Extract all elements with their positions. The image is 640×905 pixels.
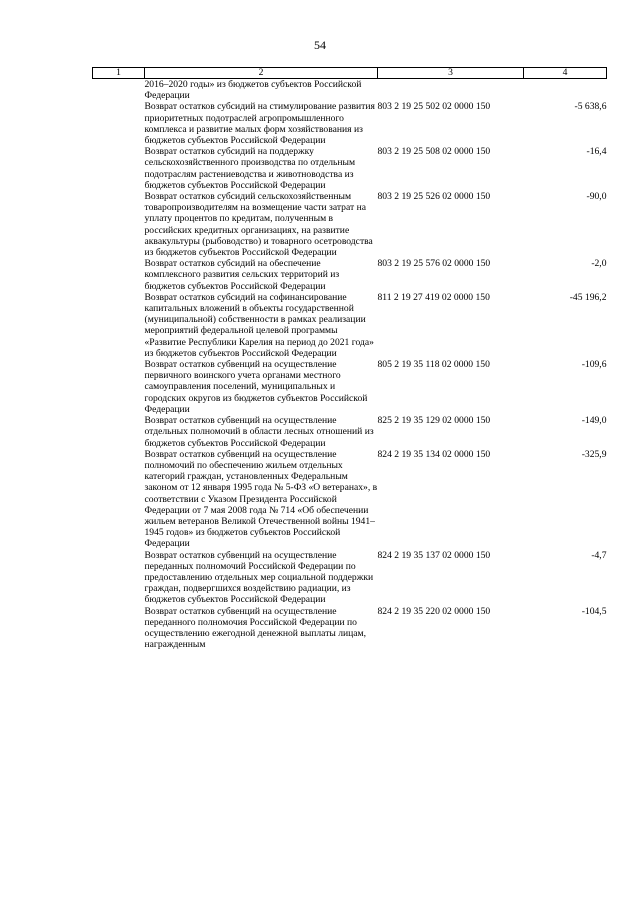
row-name: Возврат остатков субвенций на осуществление переданных полномочий Российской Федерации по предоставлению отдельных мер социальной поддержки граждан, подвергшихся воздействию радиации, из бюджетов субъектов Российской Федерации <box>144 549 374 606</box>
row-code: 803 2 19 25 502 02 0000 150 <box>377 101 491 113</box>
header-col-2: 2 <box>145 68 378 79</box>
row-index-cell <box>93 191 145 258</box>
header-col-4: 4 <box>524 68 607 79</box>
page-number: 54 <box>314 38 326 52</box>
row-name: Возврат остатков субсидий на обеспечение комплексного развития сельских территорий из бюджетов субъектов Российской Федерации <box>144 258 340 292</box>
row-code: 824 2 19 35 134 02 0000 150 <box>377 448 491 460</box>
table-row <box>93 606 607 651</box>
row-amount: -325,9 <box>581 448 607 460</box>
row-index-cell <box>93 101 145 146</box>
row-amount: -5 638,6 <box>574 101 607 113</box>
row-code: 803 2 19 25 508 02 0000 150 <box>377 146 491 158</box>
row-name: Возврат остатков субсидий на поддержку сельскохозяйственного производства по отдельным подотраслям растениеводства и животноводства из бюджетов субъектов Российской Федерации <box>144 146 356 191</box>
table-header <box>93 68 607 79</box>
table-body <box>93 79 607 651</box>
row-code <box>378 79 524 102</box>
row-amount: -90,0 <box>586 191 607 203</box>
row-amount: -104,5 <box>581 605 607 617</box>
row-name: Возврат остатков субвенций на осуществление переданного полномочия Российской Федерации по осуществлению ежегодной денежной выплаты лицам, награжденным <box>144 605 367 651</box>
row-code: 803 2 19 25 576 02 0000 150 <box>377 258 491 270</box>
row-index-cell <box>93 415 145 449</box>
row-name: Возврат остатков субсидий сельскохозяйственным товаропроизводителям на возмещение части затрат на уплату процентов по кредитам, полученным в российских кредитных организациях, на развитие аквакультуры (рыбоводство) и товарного осетроводства из бюджетов субъектов Российской Федерации <box>144 191 373 259</box>
row-code: 824 2 19 35 137 02 0000 150 <box>377 549 491 561</box>
row-name: Возврат остатков субсидий на стимулирование развития приоритетных подотраслей агропромышленного комплекса и развитие малых форм хозяйствования из бюджетов субъектов Российской Федерации <box>144 101 375 147</box>
row-name: Возврат остатков субвенций на осуществление первичного воинского учета органами местного самоуправления поселений, муниципальных и городских округов из бюджетов субъектов Российской Федерации <box>144 359 368 415</box>
row-code: 825 2 19 35 129 02 0000 150 <box>377 415 491 427</box>
budget-table <box>92 67 607 650</box>
table-row <box>93 101 607 146</box>
table-row <box>93 191 607 258</box>
row-index-cell <box>93 449 145 550</box>
header-col-3: 3 <box>378 68 524 79</box>
row-code: 824 2 19 35 220 02 0000 150 <box>377 605 491 617</box>
header-row <box>93 68 607 79</box>
row-amount: -2,0 <box>591 258 607 270</box>
header-col-1: 1 <box>93 68 145 79</box>
row-amount: -16,4 <box>586 146 607 158</box>
row-name: Возврат остатков субвенций на осуществление отдельных полномочий в области лесных отношений из бюджетов субъектов Российской Федерации <box>144 415 374 449</box>
row-name: 2016–2020 годы» из бюджетов субъектов Российской Федерации <box>144 79 362 102</box>
row-amount: -149,0 <box>581 415 607 427</box>
row-index-cell <box>93 292 145 359</box>
row-name: Возврат остатков субсидий на софинансирование капитальных вложений в объекты государственной (муниципальной) собственности в рамках реализации мероприятий федеральной целевой программы «Развитие Республики Карелия на период до 2021 года» из бюджетов субъектов Российской Федерации <box>144 291 374 359</box>
table-row <box>93 415 607 449</box>
row-code: 805 2 19 35 118 02 0000 150 <box>377 359 490 371</box>
table-row <box>93 146 607 191</box>
table-row <box>93 258 607 292</box>
table-row <box>93 292 607 359</box>
table-row <box>93 449 607 550</box>
table-row <box>93 79 607 102</box>
row-amount: -45 196,2 <box>569 291 607 303</box>
row-code: 803 2 19 25 526 02 0000 150 <box>377 191 491 203</box>
row-index-cell <box>93 258 145 292</box>
row-name: Возврат остатков субвенций на осуществление полномочий по обеспечению жильем отдельных категорий граждан, установленных Федеральным законом от 12 января 1995 года № 5-ФЗ «О ветеранах», в соответствии с Указом Президента Российской Федерации от 7 мая 2008 года № 714 «Об обеспечении жильем ветеранов Великой Отечественной войны 1941–1945 годов» из бюджетов субъектов Российской Федерации <box>144 448 378 550</box>
row-code: 811 2 19 27 419 02 0000 150 <box>377 291 490 303</box>
row-index-cell <box>93 79 145 102</box>
row-amount <box>524 79 607 102</box>
table-row <box>93 359 607 415</box>
row-index-cell <box>93 146 145 191</box>
row-index-cell <box>93 359 145 415</box>
row-amount: -4,7 <box>591 549 607 561</box>
row-index-cell <box>93 550 145 606</box>
row-index-cell <box>93 606 145 651</box>
row-amount: -109,6 <box>581 359 607 371</box>
table-row <box>93 550 607 606</box>
